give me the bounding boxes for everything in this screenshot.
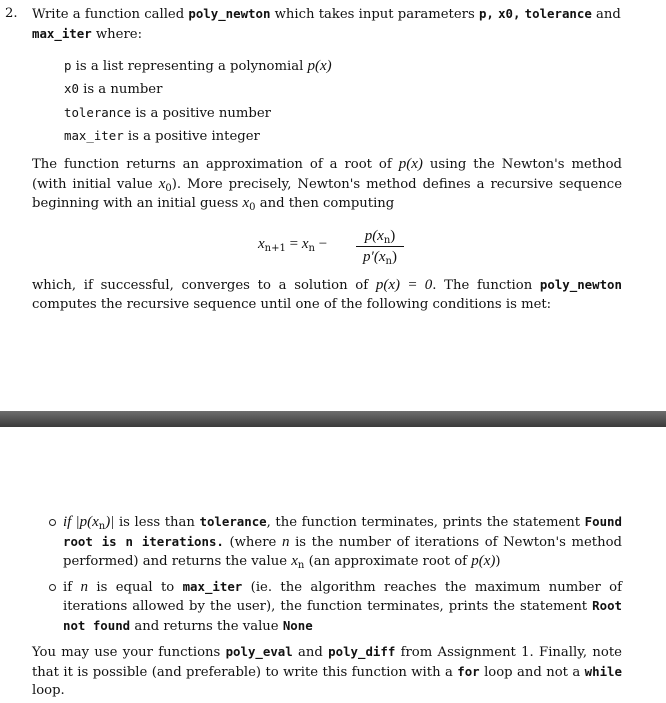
param-p: p is a list representing a polynomial p(x) [64,58,332,74]
param-x0: x0 is a number [64,81,163,98]
param-max-iter: max_iter is a positive integer [64,128,260,145]
fraction-bar [356,246,404,247]
note-paragraph: You may use your functions poly_eval and poly_diff from Assignment 1. Finally, note that it is possible (and preferable) to write this function with a for loop and not a while loop. [32,644,622,698]
newton-equation: $x_{n+1} = x_n$ − $p(x_n)$ $p'(x_n)$ [258,227,458,267]
condition-max-iter: if n is equal to max_iter (ie. the algorithm reaches the maximum number of iterations allowed by the user), the function terminates, prints the statement Root not found and returns the value None [32,578,622,637]
convergence-paragraph: which, if successful, converges to a solution of p(x) = 0. The function poly_newton computes the recursive sequence until one of the following conditions is met: [32,277,622,312]
bullet-icon [49,584,56,591]
fraction: $p(x_n)$ $p'(x_n)$ [356,227,404,266]
param-tolerance: tolerance is a positive number [64,104,271,121]
condition-tolerance: if $|p(x_n)|$ is less than tolerance, the function terminates, prints the statement Found root is n iterations. (where n is the number of iterations of Newton's method performed) and returns the value $x_n$ (an approximate root of p(x)) [32,513,622,572]
parameter-list [64,55,332,149]
description-paragraph: The function returns an approximation of a root of p(x) using the Newton's method (with initial value $x_0$). More precisely, Newton's method defines a recursive sequence beginning with an initial guess $x_0$ and then computing [32,156,622,213]
problem-number: 2. [5,6,18,21]
condition-list [32,513,622,642]
bullet-icon [49,519,56,526]
problem-statement: 2. Write a function called poly_newton which takes input parameters p, x0, tolerance and max_iter where: [5,6,621,42]
function-name: poly_newton [188,6,271,21]
section-divider [0,411,666,427]
